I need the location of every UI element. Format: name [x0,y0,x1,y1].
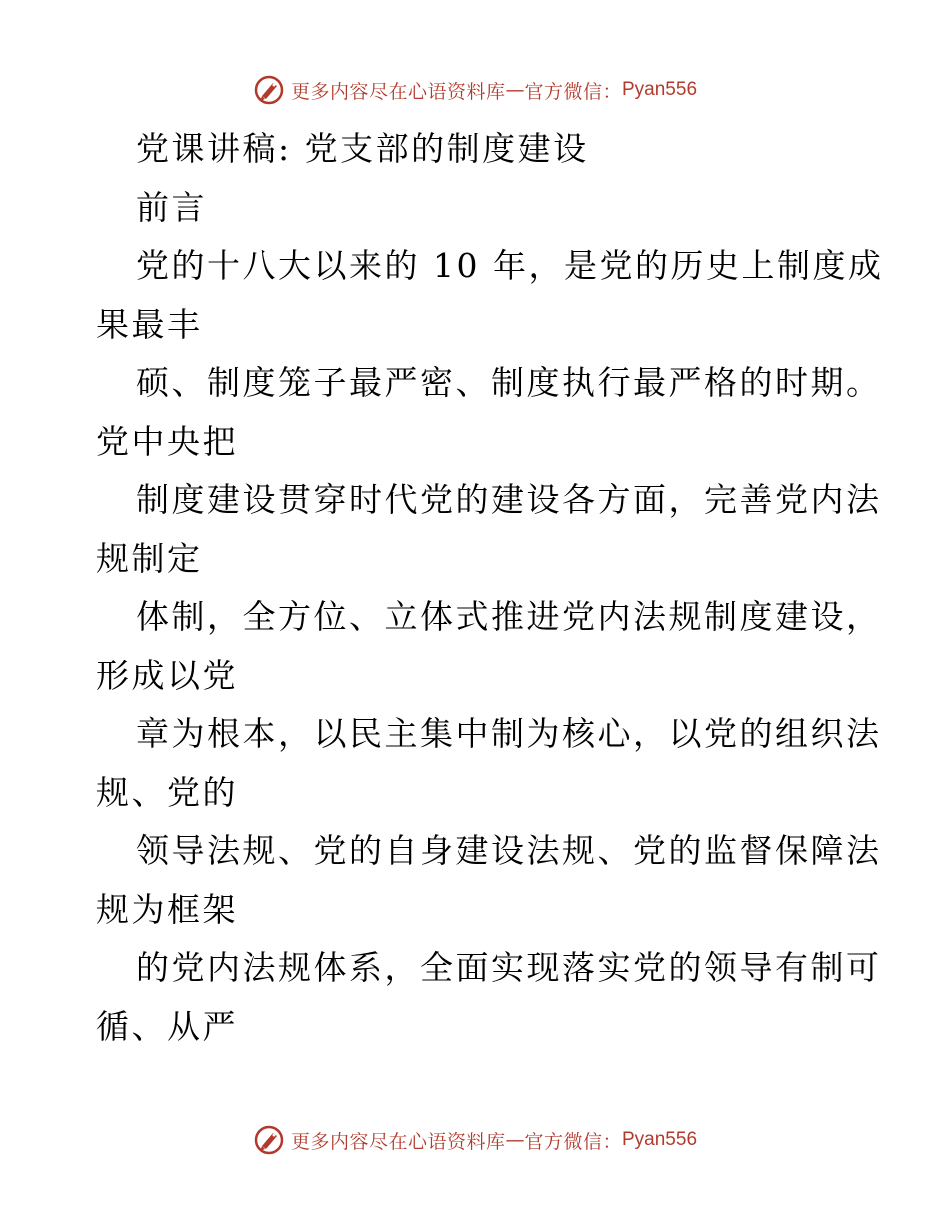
body-line: 的党内法规体系，全面实现落实党的领导有制可 [136,948,882,987]
body-line: 规为框架 [96,889,238,929]
header-banner [0,70,950,110]
body-line: 体制，全方位、立体式推进党内法规制度建设， [136,597,882,636]
body-line: 循、从严 [96,1006,238,1046]
banner-text: 更多内容尽在心语资料库 [290,1130,506,1153]
body-line: 党的十八大以来的 10 年，是党的历史上制度成 [136,246,884,285]
banner-wechat-handle: Pyan556 [622,79,698,100]
body-line: 规制定 [96,538,203,578]
banner-text: 更多内容尽在心语资料库 [290,80,506,103]
quill-pen-logo-icon [253,1124,285,1156]
body-line: 党中央把 [96,421,238,461]
banner-wechat-label: 官方微信： [524,1130,622,1153]
document-body [96,120,884,1056]
quill-pen-logo-icon [253,74,285,106]
banner-dash: — [505,1129,525,1151]
banner-wechat-label: 官方微信： [524,80,622,103]
body-line: 规、党的 [96,772,238,812]
body-line: 章为根本，以民主集中制为核心，以党的组织法 [136,714,882,753]
body-text [96,237,884,1056]
banner-wechat-handle: Pyan556 [622,1129,698,1150]
section-heading: 前言 [136,187,207,227]
body-line: 制度建设贯穿时代党的建设各方面，完善党内法 [136,480,882,519]
body-line: 果最丰 [96,304,203,344]
body-line: 硕、制度笼子最严密、制度执行最严格的时期。 [136,363,882,402]
body-line: 领导法规、党的自身建设法规、党的监督保障法 [136,831,882,870]
body-line: 形成以党 [96,655,238,695]
footer-banner [0,1120,950,1160]
banner-dash: — [505,79,525,101]
document-title: 党课讲稿: 党支部的制度建设 [136,129,589,168]
